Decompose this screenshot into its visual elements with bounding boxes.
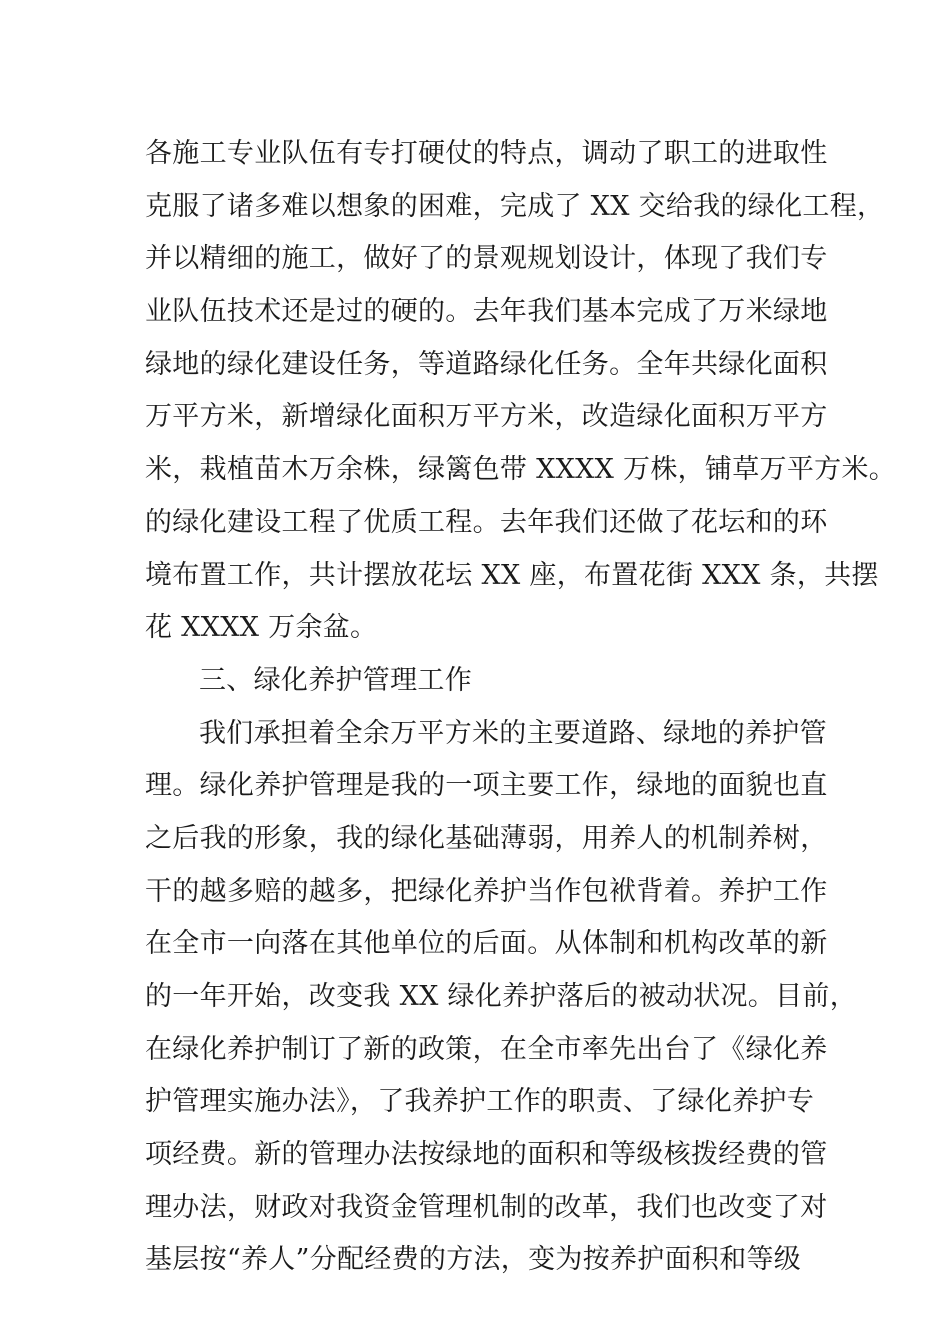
text-line: 在绿化养护制订了新的政策，在全市率先出台了《绿化养 xyxy=(145,1033,828,1065)
text-line: 的一年开始，改变我 XX 绿化养护落后的被动状况。目前， xyxy=(145,981,858,1012)
text-line: 之后我的形象，我的绿化基础薄弱，用养人的机制养树， xyxy=(145,822,828,854)
text-line: 在全市一向落在其他单位的后面。从体制和机构改革的新 xyxy=(145,928,828,960)
text-line: 理。绿化养护管理是我的一项主要工作，绿地的面貌也直 xyxy=(145,770,828,802)
section-heading: 三、绿化养护管理工作 xyxy=(199,664,472,696)
text-line: 项经费。新的管理办法按绿地的面积和等级核拨经费的管 xyxy=(145,1139,828,1171)
text-line: 理办法，财政对我资金管理机制的改革，我们也改变了对 xyxy=(145,1191,828,1223)
text-line: 我们承担着全余万平方米的主要道路、绿地的养护管 xyxy=(199,717,827,749)
text-line: 万平方米，新增绿化面积万平方米，改造绿化面积万平方 xyxy=(145,401,828,433)
text-line: 业队伍技术还是过的硬的。去年我们基本完成了万米绿地 xyxy=(145,296,828,328)
text-line: 花 XXXX 万余盆。 xyxy=(145,612,378,644)
text-line: 克服了诸多难以想象的困难，完成了 XX 交给我的绿化工程， xyxy=(145,190,885,222)
text-line: 并以精细的施工，做好了的景观规划设计，体现了我们专 xyxy=(145,243,828,275)
text-line: 的绿化建设工程了优质工程。去年我们还做了花坛和的环 xyxy=(145,506,828,538)
body-text xyxy=(145,128,897,1287)
text-line: 绿地的绿化建设任务，等道路绿化任务。全年共绿化面积 xyxy=(145,348,828,380)
text-line: 境布置工作，共计摆放花坛 XX 座，布置花街 XXX 条，共摆 xyxy=(145,559,879,591)
text-line: 干的越多赔的越多，把绿化养护当作包袱背着。养护工作 xyxy=(145,875,828,907)
text-line: 基层按“养人”分配经费的方法，变为按养护面积和等级 xyxy=(145,1244,802,1276)
text-line: 护管理实施办法》，了我养护工作的职责、了绿化养护专 xyxy=(145,1086,814,1118)
text-line: 米，栽植苗木万余株，绿篱色带 XXXX 万株，铺草万平方米。 xyxy=(145,454,897,486)
text-line: 各施工专业队伍有专打硬仗的特点，调动了职工的进取性 xyxy=(145,138,828,169)
